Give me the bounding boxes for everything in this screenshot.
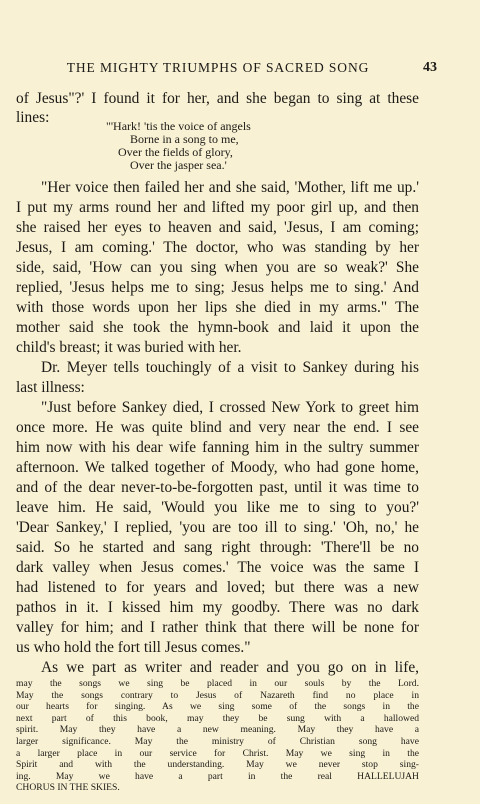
text-line: next part of this book, may they be sung with a hallowed [16, 712, 419, 724]
text-line: mother said she took the hymn-book and laid it upon the [16, 319, 419, 336]
text-line: may the songs we sing be placed in our souls by the Lord. [16, 678, 419, 689]
text-line: had listened to for years and loved; but there was a new [16, 579, 419, 596]
text-line: May the songs contrary to Jesus of Nazareth find no place in [16, 689, 419, 701]
text-line: she raised her eyes to heaven and said, 'Jesus, I am coming; [16, 219, 419, 236]
text-line: valley for him; and I rather think that there will be none for [16, 619, 419, 636]
text-line: child's breast; it was buried with her. [16, 339, 242, 356]
text-line: spirit. May they have a new meaning. May they have a [16, 724, 419, 736]
text-line: Jesus, I am coming.' The doctor, who was standing by her [16, 239, 419, 256]
text-line: once more. He was quite blind and very near the end. I see [16, 419, 419, 436]
text-line: last illness: [16, 379, 85, 396]
verse-line: Over the fields of glory, [118, 145, 233, 159]
verse-line: "'Hark! 'tis the voice of angels [106, 119, 251, 133]
text-line: pathos in it. I kissed him my goodby. There was no dark [16, 599, 419, 616]
text-line: him now with his dear wife fanning him in the sultry summer [16, 439, 419, 456]
text-line: replied, 'Jesus helps me to sing; Jesus helps me to sing.' And [16, 279, 419, 296]
page-number: 43 [423, 60, 437, 75]
text-line: Dr. Meyer tells touchingly of a visit to Sankey during his [41, 359, 419, 376]
running-title: THE MIGHTY TRIUMPHS OF SACRED SONG [66, 60, 370, 75]
text-line: I put my arms round her and lifted my poor girl up, and then [16, 199, 419, 216]
text-line: dark valley when Jesus comes.' The voice was the same I [16, 559, 419, 576]
text-line: of Jesus"?' I found it for her, and she began to sing at these [16, 90, 419, 107]
text-line: CHORUS IN THE SKIES. [16, 782, 120, 794]
text-line: with those words upon her lips she died in my arms." The [16, 299, 419, 316]
text-line: leave him. He said, 'Would you like me to sing to you?' [16, 499, 419, 516]
text-line: said. So he started and sang right through: 'There'll be no [16, 539, 419, 556]
text-line: Spirit and with the understanding. May we never stop sing- [16, 759, 419, 771]
text-line: and of the dear never-to-be-forgotten past, until it was time to [16, 479, 419, 496]
text-line: As we part as writer and reader and you go on in life, [41, 659, 419, 676]
text-line: ing. May we have a part in the real HALLELUJAH [16, 770, 419, 782]
text-line: larger significance. May the ministry of Christian song have [16, 736, 419, 747]
text-line: "Just before Sankey died, I crossed New York to greet him [41, 399, 419, 416]
text-line: us who hold the fort till Jesus comes." [16, 639, 251, 656]
text-line: our hearts for singing. As we sing some of the songs in the [16, 701, 419, 713]
verse-line: Over the jasper sea.' [130, 158, 227, 172]
text-line: side, said, 'How can you sing when you are so weak?' She [16, 259, 419, 276]
text-line: "Her voice then failed her and she said, 'Mother, lift me up.' [41, 179, 419, 196]
text-line: a larger place in our service for Christ. May we sing in the [16, 747, 419, 759]
text-line: 'Dear Sankey,' I replied, 'you are too ill to sing.' 'Oh, no,' he [16, 519, 419, 536]
verse-line: Borne in a song to me, [130, 132, 239, 146]
text-line: afternoon. We talked together of Moody, who had gone home, [16, 459, 419, 476]
text-line: lines: [16, 109, 50, 126]
